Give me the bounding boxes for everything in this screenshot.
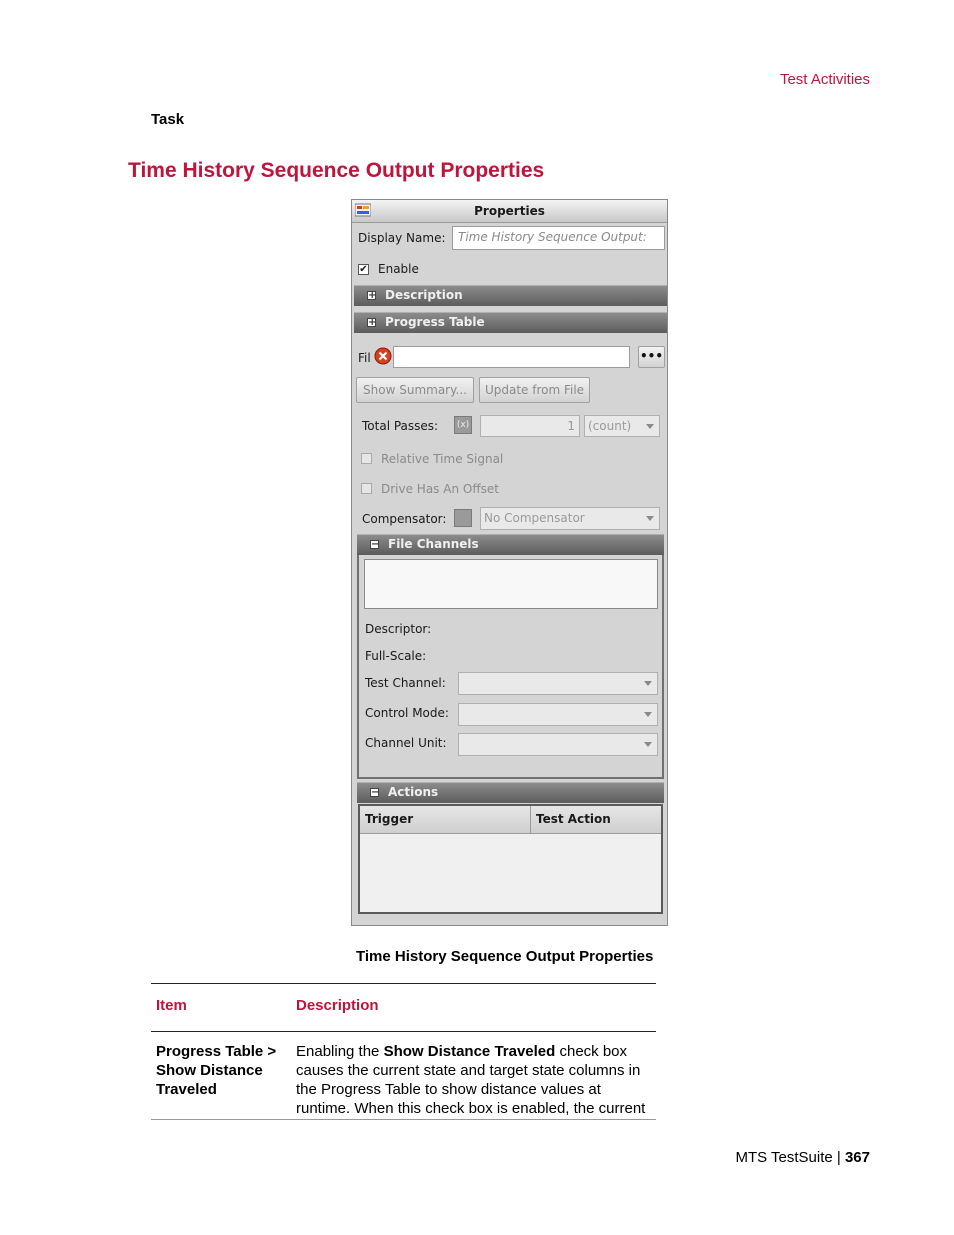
chevron-down-icon — [644, 742, 652, 747]
desc-text: Enabling the — [296, 1043, 384, 1060]
file-channels-list[interactable] — [364, 559, 658, 609]
file-label: Fil — [358, 351, 371, 365]
column-trigger[interactable]: Trigger — [365, 812, 414, 826]
progress-table-bar-label: Progress Table — [385, 315, 485, 329]
file-channels-bar-label: File Channels — [388, 537, 479, 551]
collapse-icon: − — [371, 539, 380, 550]
item-line: Traveled — [156, 1081, 217, 1098]
chevron-down-icon — [646, 516, 654, 521]
table-bottom-rule — [151, 1119, 656, 1120]
unit-value: (count) — [588, 419, 632, 433]
display-name-label: Display Name: — [358, 231, 446, 245]
item-line: Progress Table > — [156, 1043, 277, 1060]
test-channel-label: Test Channel: — [365, 676, 446, 690]
column-test-action[interactable]: Test Action — [536, 812, 611, 826]
channel-unit-select[interactable] — [458, 733, 658, 756]
chevron-down-icon — [644, 712, 652, 717]
panel-title: Properties — [474, 204, 545, 218]
column-divider — [530, 806, 531, 833]
properties-panel — [351, 199, 668, 926]
panel-header — [352, 200, 667, 223]
browse-button[interactable]: ••• — [638, 346, 665, 368]
description-section-bar[interactable] — [354, 285, 667, 306]
collapse-icon: − — [371, 787, 380, 798]
description-bar-label: Description — [385, 288, 463, 302]
task-label: Task — [151, 111, 185, 128]
drive-offset-label: Drive Has An Offset — [381, 482, 499, 496]
table-header-description: Description — [296, 997, 379, 1014]
update-from-file-button[interactable]: Update from File — [479, 377, 590, 403]
page-footer — [650, 1149, 870, 1166]
relative-time-signal-checkbox[interactable] — [361, 453, 372, 464]
expand-icon: + — [368, 290, 377, 301]
expand-icon: + — [368, 317, 377, 328]
table-cell-description — [296, 1042, 656, 1118]
table-header-rule — [151, 1031, 656, 1032]
error-icon — [374, 347, 392, 365]
chevron-down-icon — [646, 424, 654, 429]
table-header-item: Item — [156, 997, 187, 1014]
section-title: Time History Sequence Output Properties — [128, 159, 545, 182]
full-scale-label: Full-Scale: — [365, 649, 427, 663]
file-path-input[interactable] — [393, 346, 630, 368]
drive-offset-checkbox[interactable] — [361, 483, 372, 494]
table-top-rule — [151, 983, 656, 984]
enable-checkbox[interactable]: ✔ — [359, 264, 368, 275]
variable-link-icon[interactable]: (x) — [454, 416, 472, 434]
control-mode-select[interactable] — [458, 703, 658, 726]
show-summary-button[interactable]: Show Summary... — [356, 377, 474, 403]
total-passes-label: Total Passes: — [362, 419, 439, 433]
running-head: Test Activities — [779, 71, 870, 88]
test-channel-select[interactable] — [458, 672, 658, 695]
chevron-down-icon — [644, 681, 652, 686]
actions-grid-header — [360, 806, 661, 834]
descriptor-label: Descriptor: — [365, 622, 432, 636]
compensator-label: Compensator: — [362, 512, 447, 526]
desc-bold-text: Show Distance Traveled — [383, 1043, 556, 1060]
compensator-settings-icon[interactable] — [454, 509, 472, 527]
item-line: Show Distance — [156, 1062, 263, 1079]
relative-time-signal-label: Relative Time Signal — [381, 452, 504, 466]
footer-product: MTS TestSuite | — [735, 1149, 845, 1166]
actions-grid[interactable] — [358, 804, 663, 914]
display-name-input[interactable] — [452, 226, 665, 250]
desc-text-continued: check box causes the current state and target state columns in the Progress Table to show distance values at runtime. When this check box is enabled, the current — [296, 1043, 646, 1117]
table-cell-item — [156, 1042, 291, 1099]
page-number: 367 — [844, 1149, 870, 1166]
compensator-select[interactable] — [480, 507, 660, 530]
actions-section-bar[interactable] — [357, 782, 664, 803]
figure-caption: Time History Sequence Output Properties — [356, 948, 654, 965]
control-mode-label: Control Mode: — [365, 706, 449, 720]
channel-unit-label: Channel Unit: — [365, 736, 447, 750]
file-channels-section-bar[interactable] — [357, 534, 664, 555]
compensator-value: No Compensator — [484, 511, 585, 525]
progress-table-section-bar[interactable] — [354, 312, 667, 333]
total-passes-unit-select[interactable] — [584, 415, 660, 437]
enable-label: Enable — [378, 262, 419, 276]
actions-bar-label: Actions — [388, 785, 439, 799]
total-passes-input[interactable]: 1 — [480, 415, 580, 437]
display-name-placeholder: Time History Sequence Output: — [458, 230, 647, 244]
